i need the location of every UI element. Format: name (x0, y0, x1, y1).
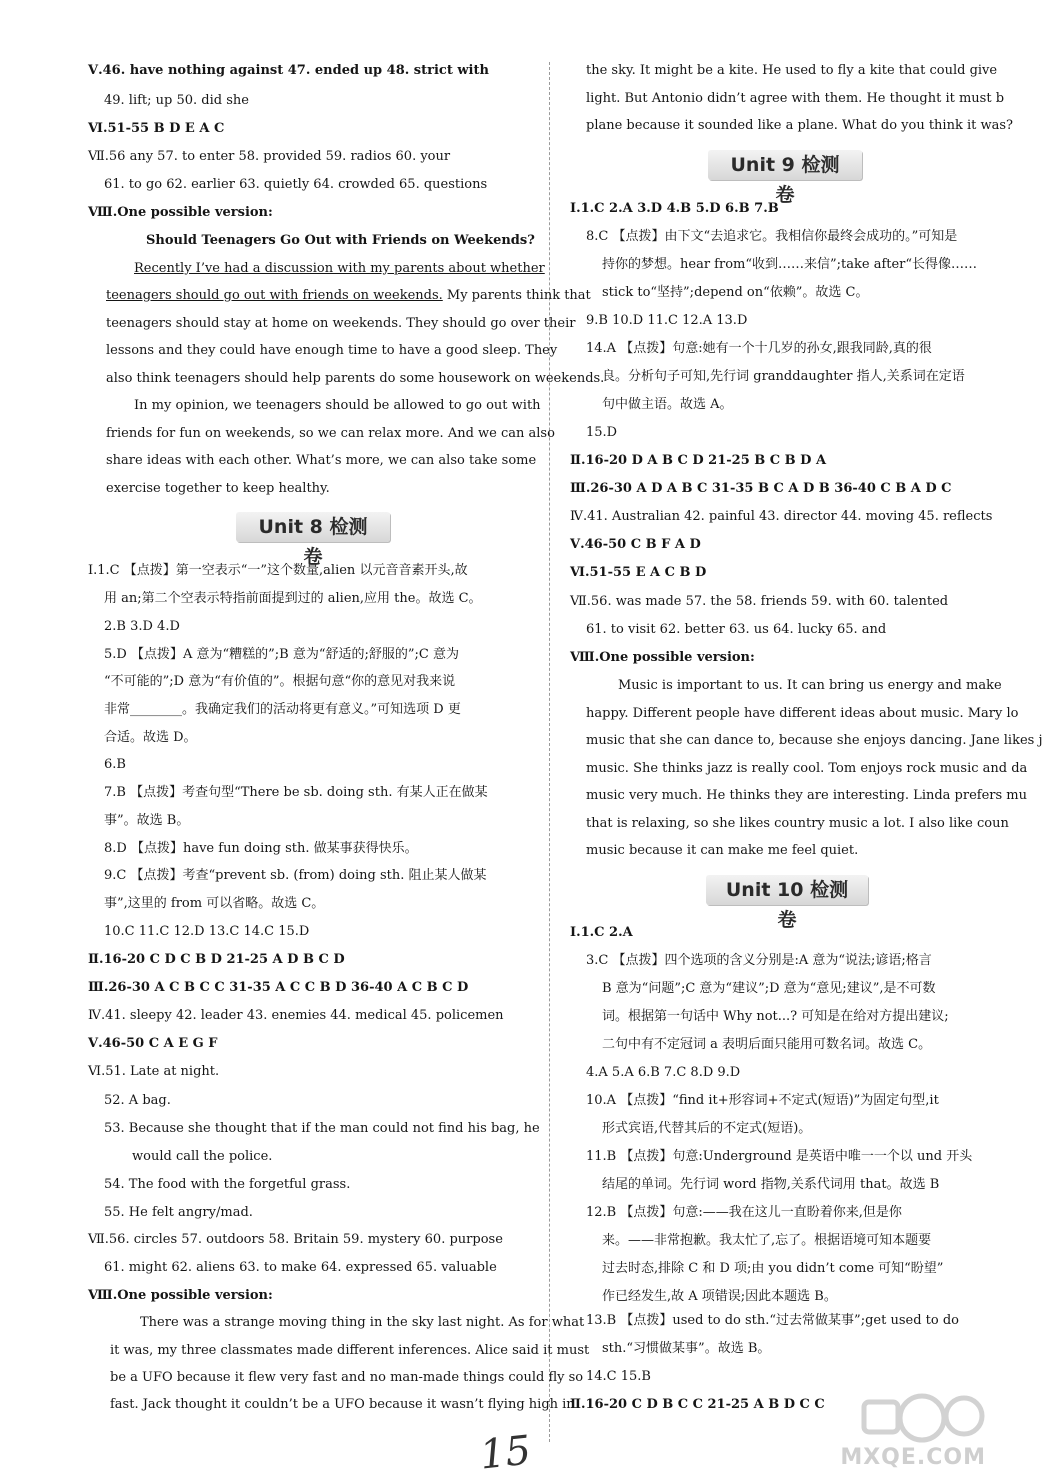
left_column-line: 54. The food with the forgetful grass. (104, 1177, 351, 1192)
left_column-line: Ⅴ.46-50 C A E G F (88, 1036, 218, 1051)
right_column-line: plane because it sounded like a plane. What do you think it was? (586, 118, 1014, 133)
right_column-line: 10.A 【点拨】“find it+形容词+不定式(短语)”为固定句型,it (586, 1093, 939, 1108)
left_column-line: Should Teenagers Go Out with Friends on Weekends? (146, 233, 535, 248)
left_column-line: friends for fun on weekends, so we can relax more. And we can also (106, 426, 555, 441)
left_column-line: teenagers should stay at home on weekends. They should go over their (106, 316, 576, 331)
page-number: 15 (477, 1427, 534, 1479)
right_column-line: 11.B 【点拨】句意:Underground 是英语中唯一一个以 und 开头 (586, 1149, 973, 1164)
left_column-line: 49. lift; up 50. did she (104, 93, 249, 108)
unit9-title: Unit 9 检测卷 (708, 150, 862, 180)
right_column-line: 过去时态,排除 C 和 D 项;由 you didn’t come 可知“盼望” (602, 1261, 944, 1276)
right_column-line: 结尾的单词。先行词 word 指物,关系代词用 that。故选 B (602, 1177, 940, 1192)
left_column-line: Ⅴ.46. have nothing against 47. ended up 48. strict with (88, 63, 489, 78)
left_column-line: 6.B (104, 757, 126, 772)
left_column-line: be a UFO because it flew very fast and no man-made things could fly so (110, 1370, 584, 1385)
left_column-line: Recently I’ve had a discussion with my parents about whether (134, 261, 545, 276)
left_column-line: 5.D 【点拨】A 意为“糟糕的”;B 意为“舒适的;舒服的”;C 意为 (104, 647, 459, 662)
right_column-line: 作已经发生,故 A 项错误;因此本题选 B。 (602, 1289, 837, 1304)
left_column-line: would call the police. (132, 1149, 273, 1164)
left_column-line: exercise together to keep healthy. (106, 481, 330, 496)
right_column-line: 二句中有不定冠词 a 表明后面只能用可数名词。故选 C。 (602, 1037, 932, 1052)
left_column-line: 合适。故选 D。 (104, 730, 197, 745)
left_column-line: 7.B 【点拨】考查句型“There be sb. doing sth. 有某人正在做某 (104, 785, 488, 800)
left_column-line: Ⅶ.56 any 57. to enter 58. provided 59. radios 60. your (88, 149, 451, 164)
right_column-line: music very much. He thinks they are interesting. Linda prefers mu (586, 788, 1028, 803)
right_column-line: 8.C 【点拨】由下文“去追求它。我相信你最终会成功的。”可知是 (586, 229, 958, 244)
left_column-line: teenagers should go out with friends on weekends. My parents think that (106, 288, 591, 303)
right_column-line: 15.D (586, 425, 618, 440)
column-divider (549, 62, 550, 1442)
left_column-line: 61. to go 62. earlier 63. quietly 64. crowded 65. questions (104, 177, 488, 192)
unit8-title: Unit 8 检测卷 (236, 512, 390, 542)
right_column-line: 来。——非常抱歉。我太忙了,忘了。根据语境可知本题要 (602, 1233, 932, 1248)
left_column-line: Ⅷ.One possible version: (88, 205, 273, 220)
right_column-line: 词。根据第一句话中 Why not...? 可知是在给对方提出建议; (602, 1009, 949, 1024)
left_column-line: 9.C 【点拨】考查“prevent sb. (from) doing sth. 阻止某人做某 (104, 868, 487, 883)
left_column-line: lessons and they could have enough time to have a good sleep. They (106, 343, 558, 358)
right_column-line: Ⅰ.1.C 2.A (570, 925, 633, 940)
left_column-line: Ⅵ.51-55 B D E A C (88, 121, 225, 136)
left_column-line: 非常________。我确定我们的活动将更有意义。”可知选项 D 更 (104, 702, 461, 717)
left_column-line: Ⅲ.26-30 A C B C C 31-35 A C C B D 36-40 A C B C D (88, 980, 469, 995)
right_column-line: 14.C 15.B (586, 1369, 651, 1384)
right_column-line: that is relaxing, so she likes country music a lot. I also like coun (586, 816, 1009, 831)
left_column-line: 55. He felt angry/mad. (104, 1205, 253, 1220)
right_column-line: stick to“坚持”;depend on“依赖”。故选 C。 (602, 285, 869, 300)
left_column-line: There was a strange moving thing in the sky last night. As for what (140, 1315, 585, 1330)
left_column-line: 8.D 【点拨】have fun doing sth. 做某事获得快乐。 (104, 841, 418, 856)
right_column-line: Ⅱ.16-20 C D B C C 21-25 A B D C C (570, 1397, 825, 1412)
left_column-line: it was, my three classmates made different inferences. Alice said it must (110, 1343, 590, 1358)
left_column-line: share ideas with each other. What’s more, we can also take some (106, 453, 537, 468)
right_column-line: 句中做主语。故选 A。 (602, 397, 733, 412)
right_column-line: music because it can make me feel quiet. (586, 843, 859, 858)
right_column-line: sth.“习惯做某事”。故选 B。 (602, 1341, 771, 1356)
left_column-line: fast. Jack thought it couldn’t be a UFO because it wasn’t flying high in (110, 1397, 575, 1412)
right_column-line: light. But Antonio didn’t agree with them. He thought it must b (586, 91, 1005, 106)
right_column-line: 形式宾语,代替其后的不定式(短语)。 (602, 1121, 812, 1136)
right_column-line: Music is important to us. It can bring us energy and make (618, 678, 1002, 693)
left_column-line: In my opinion, we teenagers should be allowed to go out with (134, 398, 541, 413)
left_column-line: 事”。故选 B。 (104, 813, 190, 828)
right_column-line: Ⅷ.One possible version: (570, 650, 755, 665)
right_column-line: Ⅵ.51-55 E A C B D (570, 565, 707, 580)
right_column-line: 12.B 【点拨】句意:——我在这儿一直盼着你来,但是你 (586, 1205, 902, 1220)
left_column-line: 10.C 11.C 12.D 13.C 14.C 15.D (104, 924, 310, 939)
right_column-line: music. She thinks jazz is really cool. Tom enjoys rock music and da (586, 761, 1028, 776)
right_column-line: 3.C 【点拨】四个选项的含义分别是:A 意为“说法;谚语;格言 (586, 953, 932, 968)
unit10-title: Unit 10 检测卷 (706, 875, 868, 905)
right_column-line: music that she can dance to, because she enjoys dancing. Jane likes j (586, 733, 1043, 748)
left_column-line: Ⅶ.56. circles 57. outdoors 58. Britain 59. mystery 60. purpose (88, 1232, 503, 1247)
right_column-line: Ⅲ.26-30 A D A B C 31-35 B C A D B 36-40 C B A D C (570, 481, 952, 496)
right_column-line: the sky. It might be a kite. He used to fly a kite that could give (586, 63, 998, 78)
right_column-line: happy. Different people have different ideas about music. Mary lo (586, 706, 1019, 721)
left_column-line: Ⅳ.41. sleepy 42. leader 43. enemies 44. medical 45. policemen (88, 1008, 504, 1023)
right_column-line: 13.B 【点拨】used to do sth.“过去常做某事”;get used to do (586, 1313, 959, 1328)
left_column-line: also think teenagers should help parents do some housework on weekends. (106, 371, 605, 386)
right_column-line: Ⅱ.16-20 D A B C D 21-25 B C B D A (570, 453, 827, 468)
left_column-line: 2.B 3.D 4.D (104, 619, 180, 634)
left_column-line: 用 an;第二个空表示特指前面提到过的 alien,应用 the。故选 C。 (104, 591, 482, 606)
right_column-line: Ⅴ.46-50 C B F A D (570, 537, 701, 552)
right_column-line: B 意为“问题”;C 意为“建议”;D 意为“意见;建议”,是不可数 (602, 981, 936, 996)
right_column-line: Ⅶ.56. was made 57. the 58. friends 59. with 60. talented (570, 594, 949, 609)
right_column-line: 良。分析句子可知,先行词 granddaughter 指人,关系词在定语 (602, 369, 965, 384)
left_column-line: 61. might 62. aliens 63. to make 64. expressed 65. valuable (104, 1260, 497, 1275)
left_column-line: Ⅵ.51. Late at night. (88, 1064, 220, 1079)
left_column-line: 事”,这里的 from 可以省略。故选 C。 (104, 896, 325, 911)
left_column-line: 53. Because she thought that if the man could not find his bag, he (104, 1121, 540, 1136)
left_column-line: “不可能的”;D 意为“有价值的”。根据句意“你的意见对我来说 (104, 674, 456, 689)
right_column-line: Ⅰ.1.C 2.A 3.D 4.B 5.D 6.B 7.B (570, 201, 779, 216)
right_column-line: 4.A 5.A 6.B 7.C 8.D 9.D (586, 1065, 741, 1080)
left_column-line: Ⅱ.16-20 C D C B D 21-25 A D B C D (88, 952, 345, 967)
left_column-line: Ⅷ.One possible version: (88, 1288, 273, 1303)
right_column-line: 持你的梦想。hear from“收到……来信”;take after“长得像…… (602, 257, 978, 272)
right_column-line: 14.A 【点拨】句意:她有一个十几岁的孙女,跟我同龄,真的很 (586, 341, 932, 356)
right_column-line: 61. to visit 62. better 63. us 64. lucky 65. and (586, 622, 887, 637)
left_column-line: Ⅰ.1.C 【点拨】第一空表示“一”这个数量,alien 以元音音素开头,故 (88, 563, 468, 578)
watermark-text: MXQE.COM (840, 1445, 986, 1470)
right_column-line: Ⅳ.41. Australian 42. painful 43. director 44. moving 45. reflects (570, 509, 993, 524)
left_column-line: 52. A bag. (104, 1093, 171, 1108)
right_column-line: 9.B 10.D 11.C 12.A 13.D (586, 313, 748, 328)
